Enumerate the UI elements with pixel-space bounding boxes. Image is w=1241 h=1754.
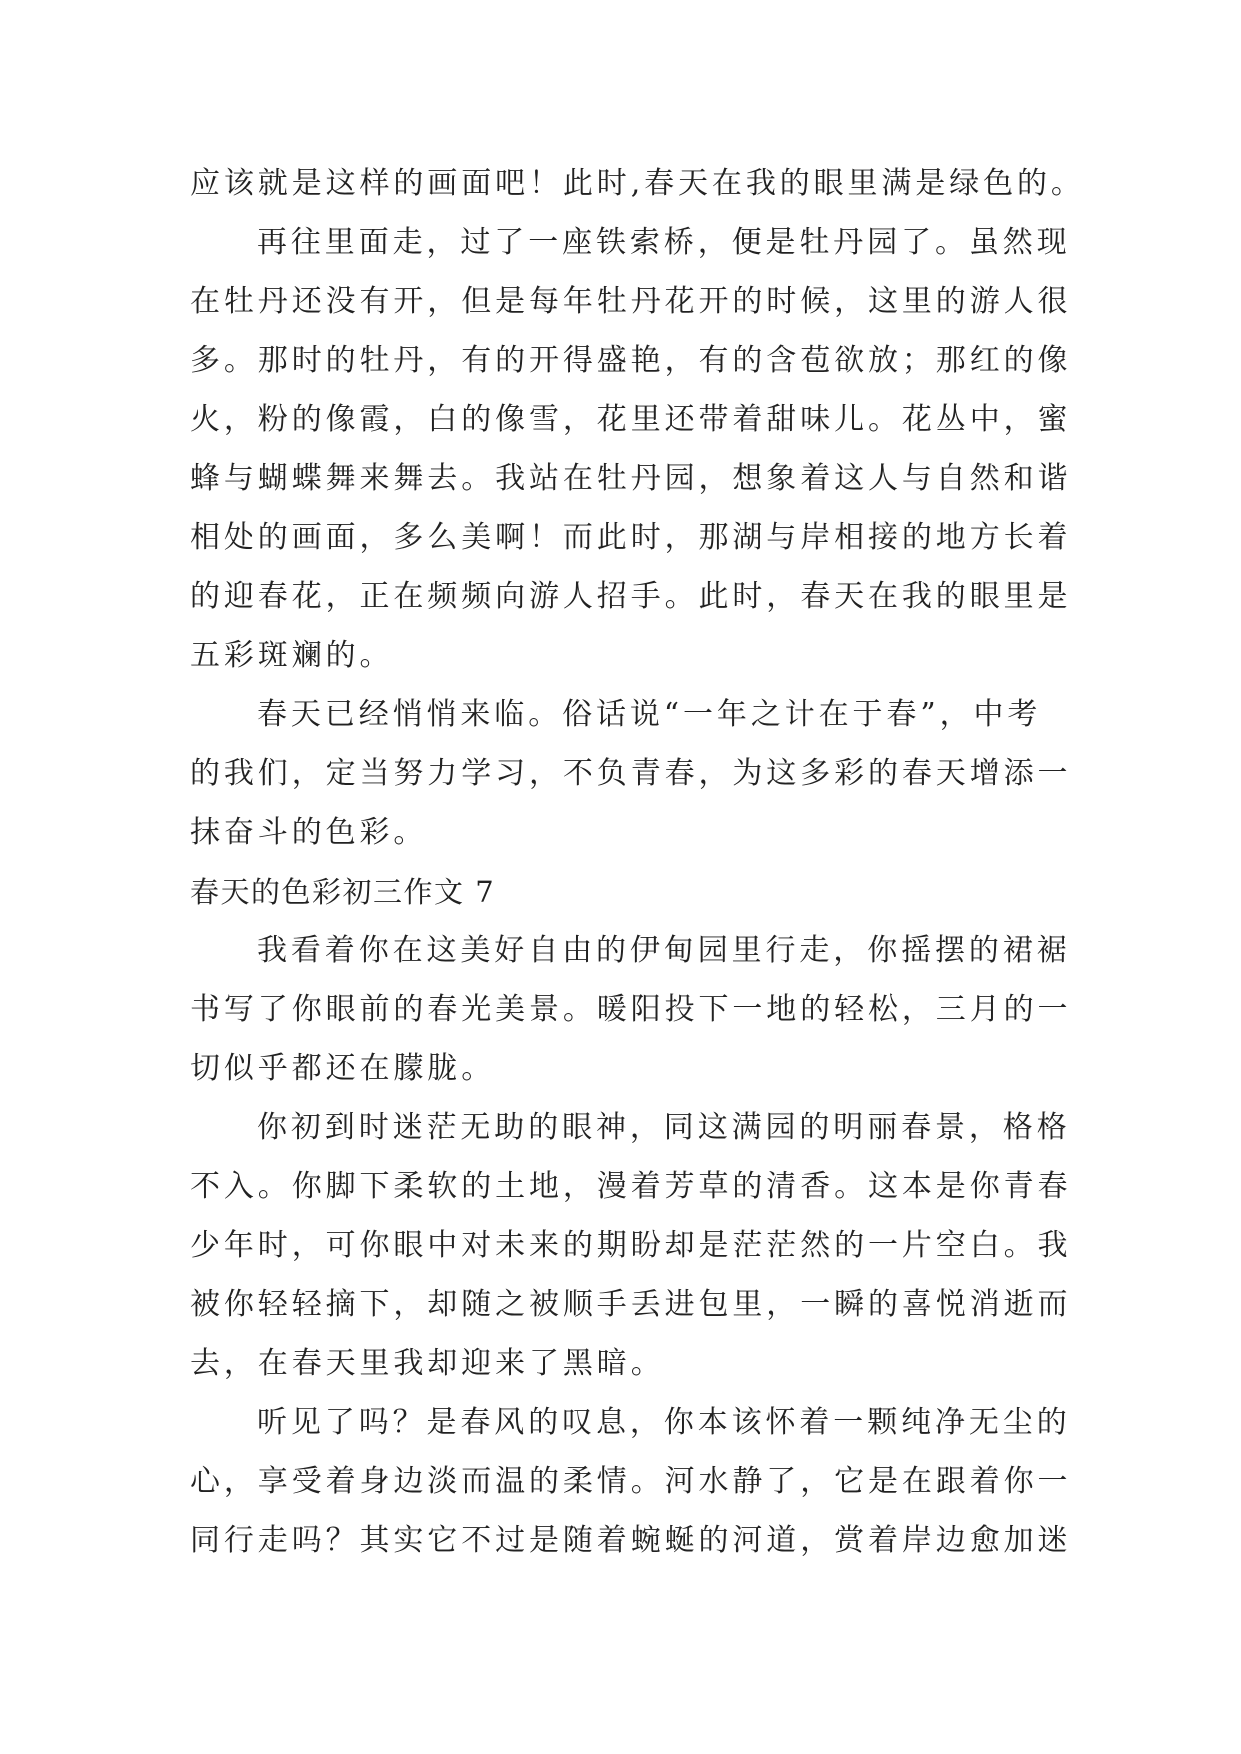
text-line: 不入。你脚下柔软的土地，漫着芳草的清香。这本是你青春 bbox=[190, 1169, 1072, 1204]
paragraph-first-line: 再往里面走，过了一座铁索桥，便是牡丹园了。虽然现 bbox=[257, 225, 1071, 260]
text-line: 去，在春天里我却迎来了黑暗。 bbox=[190, 1346, 665, 1381]
text-line: 在牡丹还没有开，但是每年牡丹花开的时候，这里的游人很 bbox=[190, 284, 1072, 319]
text-line: 少年时，可你眼中对未来的期盼却是茫茫然的一片空白。我 bbox=[190, 1228, 1072, 1263]
text-line: 五彩斑斓的。 bbox=[190, 638, 394, 673]
paragraph-first-line: 我看着你在这美好自由的伊甸园里行走，你摇摆的裙裾 bbox=[257, 933, 1071, 968]
text-line: 应该就是这样的画面吧！此时,春天在我的眼里满是绿色的。 bbox=[190, 166, 1085, 201]
text-line: 多。那时的牡丹，有的开得盛艳，有的含苞欲放；那红的像 bbox=[190, 343, 1072, 378]
text-line: 的我们，定当努力学习，不负青春，为这多彩的春天增添一 bbox=[190, 756, 1072, 791]
paragraph-first-line: 听见了吗？是春风的叹息，你本该怀着一颗纯净无尘的 bbox=[257, 1405, 1071, 1440]
text-line: 同行走吗？其实它不过是随着蜿蜒的河道，赏着岸边愈加迷 bbox=[190, 1523, 1072, 1558]
text-line: 被你轻轻摘下，却随之被顺手丢进包里，一瞬的喜悦消逝而 bbox=[190, 1287, 1072, 1322]
text-line: 蜂与蝴蝶舞来舞去。我站在牡丹园，想象着这人与自然和谐 bbox=[190, 461, 1072, 496]
paragraph-first-line: 春天已经悄悄来临。俗话说“一年之计在于春”，中考 bbox=[257, 697, 1042, 732]
document-body bbox=[190, 162, 1095, 1578]
text-line: 切似乎都还在朦胧。 bbox=[190, 1051, 496, 1086]
text-line: 的迎春花，正在频频向游人招手。此时，春天在我的眼里是 bbox=[190, 579, 1072, 614]
essay-title: 春天的色彩初三作文 7 bbox=[190, 875, 496, 909]
text-line: 相处的画面，多么美啊！而此时，那湖与岸相接的地方长着 bbox=[190, 520, 1072, 555]
text-line: 抹奋斗的色彩。 bbox=[190, 815, 428, 850]
text-line: 火，粉的像霞，白的像雪，花里还带着甜味儿。花丛中，蜜 bbox=[190, 402, 1072, 437]
paragraph-first-line: 你初到时迷茫无助的眼神，同这满园的明丽春景，格格 bbox=[257, 1110, 1071, 1145]
text-line: 心，享受着身边淡而温的柔情。河水静了，它是在跟着你一 bbox=[190, 1464, 1072, 1499]
text-line: 书写了你眼前的春光美景。暖阳投下一地的轻松，三月的一 bbox=[190, 992, 1072, 1027]
